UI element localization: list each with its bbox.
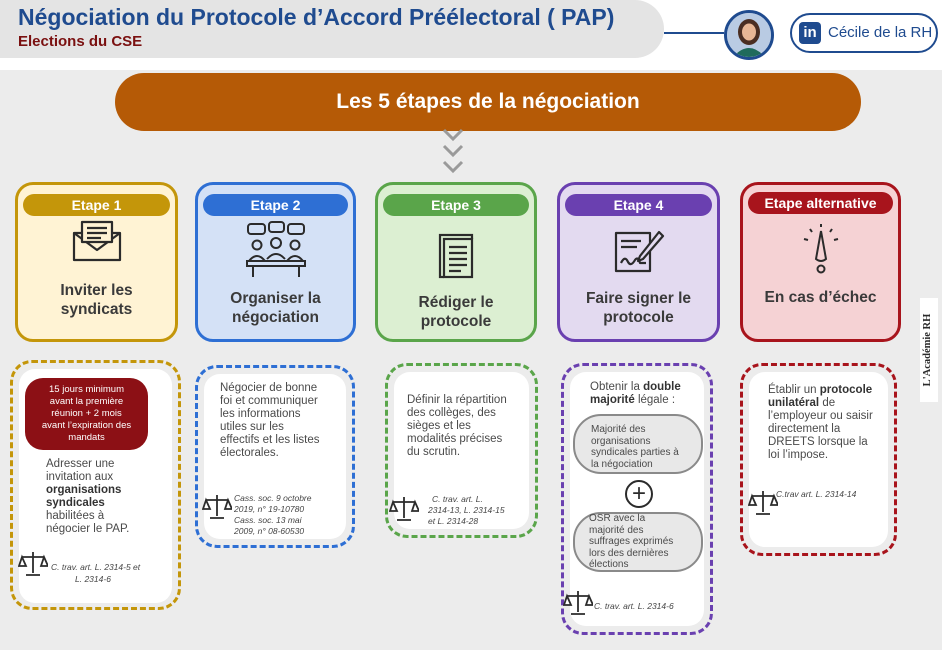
step-alt-head: Etape alternative [748, 192, 893, 214]
justice-scale-icon [748, 488, 778, 516]
info3-line-2: des collèges, des [407, 407, 496, 419]
info2-line-2: foi et communiquer [220, 395, 318, 407]
avatar [724, 10, 774, 60]
info3-ref-3: et L. 2314-28 [428, 516, 479, 526]
info1-line-3: organisations [46, 484, 122, 496]
step-2-label-line2: négociation [232, 309, 319, 326]
info3-line-1: Définir la répartition [407, 394, 507, 406]
page-subtitle: Elections du CSE [18, 33, 143, 50]
info5-ref: C.trav art. L. 2314-14 [776, 489, 857, 499]
step-3-label-line1: Rédiger le [418, 294, 494, 311]
info4-line-2: majorité légale : [590, 394, 676, 406]
info-box-step-1 [10, 360, 181, 610]
info2-ref-4: 2009, n° 08-60530 [234, 526, 305, 536]
info4-line-1: Obtenir la double [590, 381, 681, 393]
info-box-step-3 [385, 363, 538, 538]
info3-line-5: du scrutin. [407, 446, 461, 458]
step-2-label-line1: Organiser la [230, 290, 321, 307]
info1-ref-1: C. trav. art. L. 2314-5 et [51, 562, 141, 572]
exclamation-icon [801, 223, 841, 277]
cond2-line-3: suffrages exprimés [589, 536, 674, 547]
step-alt-label: En cas d’échec [764, 289, 877, 306]
cond1-line-1: Majorité des [591, 424, 646, 435]
person-photo-icon [727, 13, 771, 57]
justice-scale-icon [18, 549, 48, 577]
academie-rh-label: L'Académie RH [922, 313, 933, 387]
deadline-line-1: 15 jours minimum [49, 384, 124, 395]
info1-line-1: Adresser une [46, 458, 115, 470]
info5-line-6: loi l’impose. [768, 449, 829, 461]
linkedin-profile-link[interactable] [790, 13, 938, 53]
steps-banner [115, 73, 861, 131]
envelope-letter-icon [70, 219, 124, 263]
step-card-alternative [740, 182, 901, 342]
cond2-line-1: OSR avec la [589, 513, 646, 524]
info1-line-6: négocier le PAP. [46, 523, 130, 535]
step-card-4 [557, 182, 720, 342]
info5-line-5: DREETS lorsque la [768, 436, 868, 448]
info2-ref-1: Cass. soc. 9 octobre [234, 493, 312, 503]
info2-line-4: utiles sur les [220, 421, 284, 433]
author-name: Cécile de la RH [828, 24, 933, 41]
justice-scale-icon [563, 588, 593, 616]
deadline-line-4: avant l’expiration des [41, 420, 132, 431]
condition-2-pill [573, 512, 703, 572]
info2-line-1: Négocier de bonne [220, 382, 318, 394]
step-3-label-line2: protocole [420, 313, 492, 330]
info3-line-3: sièges et les [407, 420, 471, 432]
deadline-note [25, 378, 148, 450]
info3-ref-2: 2314-13, L. 2314-15 [428, 505, 505, 515]
info1-line-2: invitation aux [46, 471, 114, 483]
info2-line-5: effectifs et les listes [220, 434, 320, 446]
info-box-step-4 [561, 363, 713, 635]
deadline-line-2: avant la première [49, 396, 124, 407]
info2-line-3: les informations [220, 408, 301, 420]
info1-line-4: syndicales [46, 497, 105, 509]
step-card-3 [375, 182, 537, 342]
info1-ref-2: L. 2314-6 [75, 574, 111, 584]
info2-ref-3: Cass. soc. 13 mai [234, 515, 302, 525]
chevron-down-icon [440, 126, 466, 182]
linkedin-icon: in [799, 22, 821, 44]
banner-title: Les 5 étapes de la négociation [336, 90, 640, 113]
deadline-line-3: réunion + 2 mois [51, 408, 122, 419]
justice-scale-icon [389, 494, 419, 522]
side-label-box [920, 298, 938, 402]
condition-1-pill [573, 414, 703, 474]
step-card-2 [195, 182, 356, 342]
cond1-line-4: la négociation [591, 458, 653, 470]
cond2-line-4: lors des dernières [589, 547, 669, 559]
cond1-line-3: syndicales parties à [591, 447, 679, 458]
info5-line-3: l’employeur ou saisir [768, 410, 873, 422]
plus-icon: + [625, 480, 653, 508]
page-title: Négociation du Protocole d’Accord Préélectoral ( PAP) [18, 4, 615, 30]
info1-line-5: habilitées à [46, 510, 105, 522]
info-box-alternative [740, 363, 897, 556]
info5-line-1: Établir un protocole [768, 384, 873, 396]
info2-line-6: électorales. [220, 447, 279, 459]
meeting-group-icon [245, 221, 307, 279]
step-3-head: Etape 3 [383, 194, 529, 216]
info2-ref-2: 2019, n° 19-10780 [234, 504, 305, 514]
step-2-head: Etape 2 [203, 194, 348, 216]
header-connector-line [664, 32, 724, 34]
justice-scale-icon [202, 492, 232, 520]
step-1-head: Etape 1 [23, 194, 170, 216]
info-box-step-2 [195, 365, 355, 548]
info5-line-2: unilatéral de [768, 397, 836, 409]
info5-line-4: directement la [768, 423, 841, 435]
document-icon [436, 233, 476, 281]
info3-ref-1: C. trav. art. L. [432, 494, 483, 504]
cond2-line-5: élections [589, 559, 629, 570]
step-1-label-line1: Inviter les [60, 282, 133, 299]
signature-pen-icon [613, 229, 665, 275]
step-1-label-line2: syndicats [60, 301, 133, 318]
step-4-head: Etape 4 [565, 194, 712, 216]
cond1-line-2: organisations [591, 435, 651, 447]
info4-ref: C. trav. art. L. 2314-6 [594, 601, 674, 611]
info3-line-4: modalités précises [407, 433, 503, 445]
step-card-1 [15, 182, 178, 342]
deadline-line-5: mandats [68, 432, 105, 443]
cond2-line-2: majorité des [589, 524, 644, 536]
step-4-label-line1: Faire signer le [585, 290, 692, 307]
step-4-label-line2: protocole [603, 309, 674, 326]
